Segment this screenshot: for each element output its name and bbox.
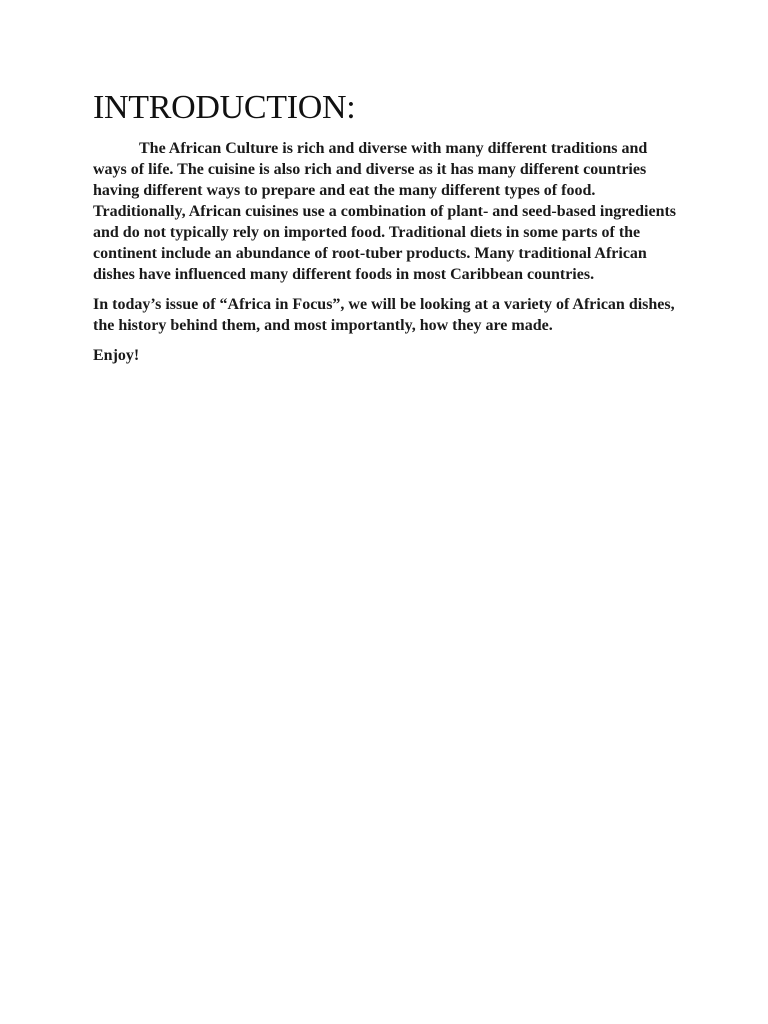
document-body bbox=[93, 88, 683, 366]
section-heading: INTRODUCTION: bbox=[93, 89, 356, 126]
issue-paragraph: In today’s issue of “Africa in Focus”, we will be looking at a variety of African dishes, the history behind them, and most importantly, how they are made. bbox=[93, 296, 675, 334]
closing-line: Enjoy! bbox=[93, 347, 140, 364]
intro-paragraph: The African Culture is rich and diverse with many different traditions and ways of life. The cuisine is also rich and diverse as it has many different countries having different ways to prepare and eat the many different types of food. Traditionally, African cuisines use a combination of plant- and seed-based ingredients and do not typically rely on imported food. Traditional diets in some parts of the continent include an abundance of root-tuber products. Many traditional African dishes have influenced many different foods in most Caribbean countries. bbox=[93, 140, 677, 283]
